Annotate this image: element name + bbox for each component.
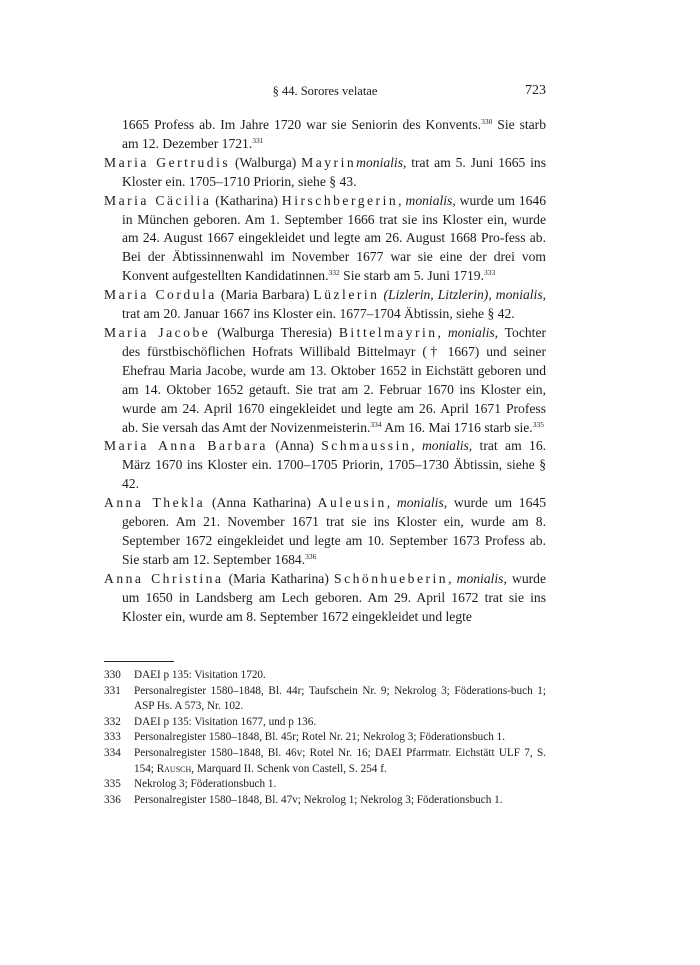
footnote <box>104 668 546 684</box>
entry-name: Maria Cäcilia <box>104 192 212 208</box>
entry-continuation <box>104 116 546 154</box>
footnote-number: 331 <box>104 684 121 697</box>
entry-name: Maria Cordula <box>104 287 217 303</box>
entry-status: monialis <box>396 495 444 511</box>
entry-text: Sie starb am 12. Dezember 1721. <box>122 117 547 151</box>
entry-anna-christina: Anna Christina (Maria Katharina) Schönhueberin, monialis, wurde um 1650 in Landsberg am Lech geboren. Am 29. April 1672 trat sie ins Kloster ein, wurde am 8. September 1672 eingekleidet und legte <box>104 570 546 624</box>
footnote-text: DAEI p 135: Visitation 1677, und p 136. <box>134 715 317 728</box>
entry-paren: (Katharina) <box>215 192 278 208</box>
entry-text: , trat am 16. März 1670 ins Kloster ein. 1700–1705 Priorin, 1705–1730 Äbtissin, siehe § 42. <box>122 438 547 492</box>
footnote <box>104 793 546 809</box>
entry-variants: (Lizlerin, Litzlerin), <box>383 287 492 303</box>
entry-paren: (Walburga) <box>234 154 297 170</box>
footnote-divider <box>104 661 174 662</box>
footnote <box>104 746 546 777</box>
footnotes <box>104 668 546 808</box>
entry-name: Maria Jacobe <box>104 324 211 340</box>
entry-paren: (Maria Katharina) <box>228 570 329 586</box>
footnote-text: , Marquard II. Schenk von Castell, S. 254 f. <box>191 762 387 775</box>
page-header <box>104 84 546 104</box>
entry-text: , wurde um 1646 in München geboren. Am 1. September 1666 trat sie ins Kloster ein, wurde am 24. August 1667 eingekleidet und legte am 26. August 1668 Pro-fess ab. Bei der Äbtissinnenwahl im November 1677 war sie eine der drei vom Konvent aufgestellten Kandidatinnen. <box>122 192 547 284</box>
footnote-text: Personalregister 1580–1848, Bl. 44r; Taufschein Nr. 9; Nekrolog 3; Föderations-buch 1; ASP Hs. A 573, Nr. 102. <box>134 684 546 713</box>
footnote-ref: 331 <box>252 135 264 145</box>
entry-anna-thekla: Anna Thekla (Anna Katharina) Auleusin, monialis, wurde um 1645 geboren. Am 21. November 1671 trat sie ins Kloster ein, wurde am 8. September 1672 eingekleidet und legte am 10. September 1673 Profess ab. Sie starb am 12. September 1684.$^{336}$ <box>104 495 546 567</box>
entry-text: , trat am 5. Juni 1665 ins Kloster ein. 1705–1710 Priorin, siehe § 43. <box>122 154 547 189</box>
main-text <box>104 116 546 626</box>
entry-text: , wurde um 1645 geboren. Am 21. November 1671 trat sie ins Kloster ein, wurde am 8. September 1672 eingekleidet und legte am 10. September 1673 Profess ab. Sie starb am 12. September 1684. <box>122 495 546 567</box>
entry-status: monialis <box>495 287 543 303</box>
footnote-number: 336 <box>104 793 121 806</box>
entry-paren: (Maria Barbara) <box>220 287 310 303</box>
entry-status: monialis <box>421 438 469 454</box>
footnote-author: Rausch <box>156 762 192 775</box>
entry-maria-cordula <box>104 286 546 324</box>
footnote-ref: 333 <box>484 268 496 278</box>
footnote-ref: 330 <box>481 117 493 126</box>
page-number: 723 <box>525 83 546 98</box>
footnote-ref: 335 <box>532 419 544 429</box>
entry-text: Am 16. Mai 1716 starb sie. <box>381 419 533 435</box>
entry-maria-jacobe: Maria Jacobe (Walburga Theresia) Bittelmayrin, monialis, Tochter des fürstbischöflichen Hofrats Willibald Bittelmayr († 1667) und seiner Ehefrau Maria Jacobe, wurde am 13. Oktober 1652 in Eichstätt geboren und am 14. Oktober 1652 getauft. Sie trat am 2. Februar 1670 ins Kloster ein, wurde am 24. April 1670 eingekleidet und legte am 26. April 1671 Profess ab. Sie versah das Amt der Novizenmeisterin.$^{334}$ Am 16. Mai 1716 starb sie.$^{335}$ <box>104 324 547 435</box>
footnote <box>104 730 546 746</box>
entry-name: Maria Anna Barbara <box>104 438 268 454</box>
entry-text: Sie starb am 5. Juni 1719. <box>339 268 484 284</box>
footnote-number: 332 <box>104 715 121 728</box>
entry-paren: (Walburga Theresia) <box>217 324 332 340</box>
entry-maria-caecilia: Maria Cäcilia (Katharina) Hirschbergerin, monialis, wurde um 1646 in München geboren. Am 1. September 1666 trat sie ins Kloster ein, wurde am 24. August 1667 eingekleidet und legte am 26. August 1668 Pro-fess ab. Bei der Äbtissinnenwahl im November 1677 war sie eine der drei vom Konvent aufgestellten Kandidatinnen.$^{332}$ Sie starb am 5. Juni 1719.$^{333}$ <box>104 192 547 284</box>
footnote-text: Personalregister 1580–1848, Bl. 46v; Rotel Nr. 16; DAEI Pfarrmatr. Eichstätt ULF 7, S. 154; <box>134 746 546 775</box>
footnote-number: 333 <box>104 731 121 744</box>
entry-surname: Auleusin <box>317 495 387 511</box>
entry-maria-anna-barbara: Maria Anna Barbara (Anna) Schmaussin, monialis, trat am 16. März 1670 ins Kloster ein. 1700–1705 Priorin, 1705–1730 Äbtissin, siehe § 42. <box>104 438 547 492</box>
entry-name: Maria Gertrudis <box>104 154 231 170</box>
entry-text: , wurde um 1650 in Landsberg am Lech geboren. Am 29. April 1672 trat sie ins Kloster ein, wurde am 8. September 1672 eingekleidet und legte <box>122 570 546 624</box>
entry-maria-gertrudis <box>104 154 546 192</box>
entry-surname: Hirschbergerin <box>281 192 399 208</box>
footnote-text: Nekrolog 3; Föderationsbuch 1. <box>134 778 277 791</box>
footnote <box>104 715 546 731</box>
footnote <box>104 777 546 793</box>
entry-status: monialis <box>447 324 495 340</box>
footnote-text: Personalregister 1580–1848, Bl. 47v; Nekrolog 1; Nekrolog 3; Föderationsbuch 1. <box>134 793 503 806</box>
entry-status: monialis <box>456 570 504 586</box>
footnote-number: 334 <box>104 746 121 759</box>
entry-text: , Tochter des fürstbischöflichen Hofrats Willibald Bittelmayr († 1667) und seiner Ehefrau Maria Jacobe, wurde am 13. Oktober 1652 in Eichstätt geboren und am 14. Oktober 1652 getauft. Sie trat am 2. Februar 1670 ins Kloster ein, wurde am 24. April 1670 eingekleidet und legte am 26. April 1671 Profess ab. Sie versah das Amt der Novizenmeisterin. <box>122 324 547 435</box>
footnote-text: Personalregister 1580–1848, Bl. 45r; Rotel Nr. 21; Nekrolog 3; Föderationsbuch 1. <box>134 731 506 744</box>
footnote <box>104 684 546 715</box>
entry-surname: Lüzlerin <box>313 287 380 303</box>
footnote-ref: 336 <box>305 551 317 561</box>
entry-surname: Bittelmayrin <box>338 324 438 340</box>
entry-text: 1665 Profess ab. Im Jahre 1720 war sie Seniorin des Konvents. <box>122 117 482 132</box>
running-title: § 44. Sorores velatae <box>272 84 378 98</box>
entry-name: Anna Christina <box>104 570 224 586</box>
footnote-ref: 334 <box>370 419 382 429</box>
footnote-text: DAEI p 135: Visitation 1720. <box>134 669 266 681</box>
entry-text: , trat am 20. Januar 1667 ins Kloster ein. 1677–1704 Äbtissin, siehe § 42. <box>122 287 547 322</box>
entry-name: Anna Thekla <box>104 495 206 511</box>
entry-surname: Mayrin <box>301 154 357 170</box>
entry-surname: Schönhueberin <box>334 570 449 586</box>
entry-paren: (Anna Katharina) <box>212 495 311 511</box>
footnote-ref: 332 <box>328 268 340 278</box>
footnote-number: 335 <box>104 778 121 791</box>
entry-surname: Schmaussin <box>321 438 412 454</box>
entry-paren: (Anna) <box>275 438 314 454</box>
entry-status: monialis <box>405 192 453 208</box>
entry-status: monialis <box>356 154 403 170</box>
footnote-number: 330 <box>104 669 121 681</box>
